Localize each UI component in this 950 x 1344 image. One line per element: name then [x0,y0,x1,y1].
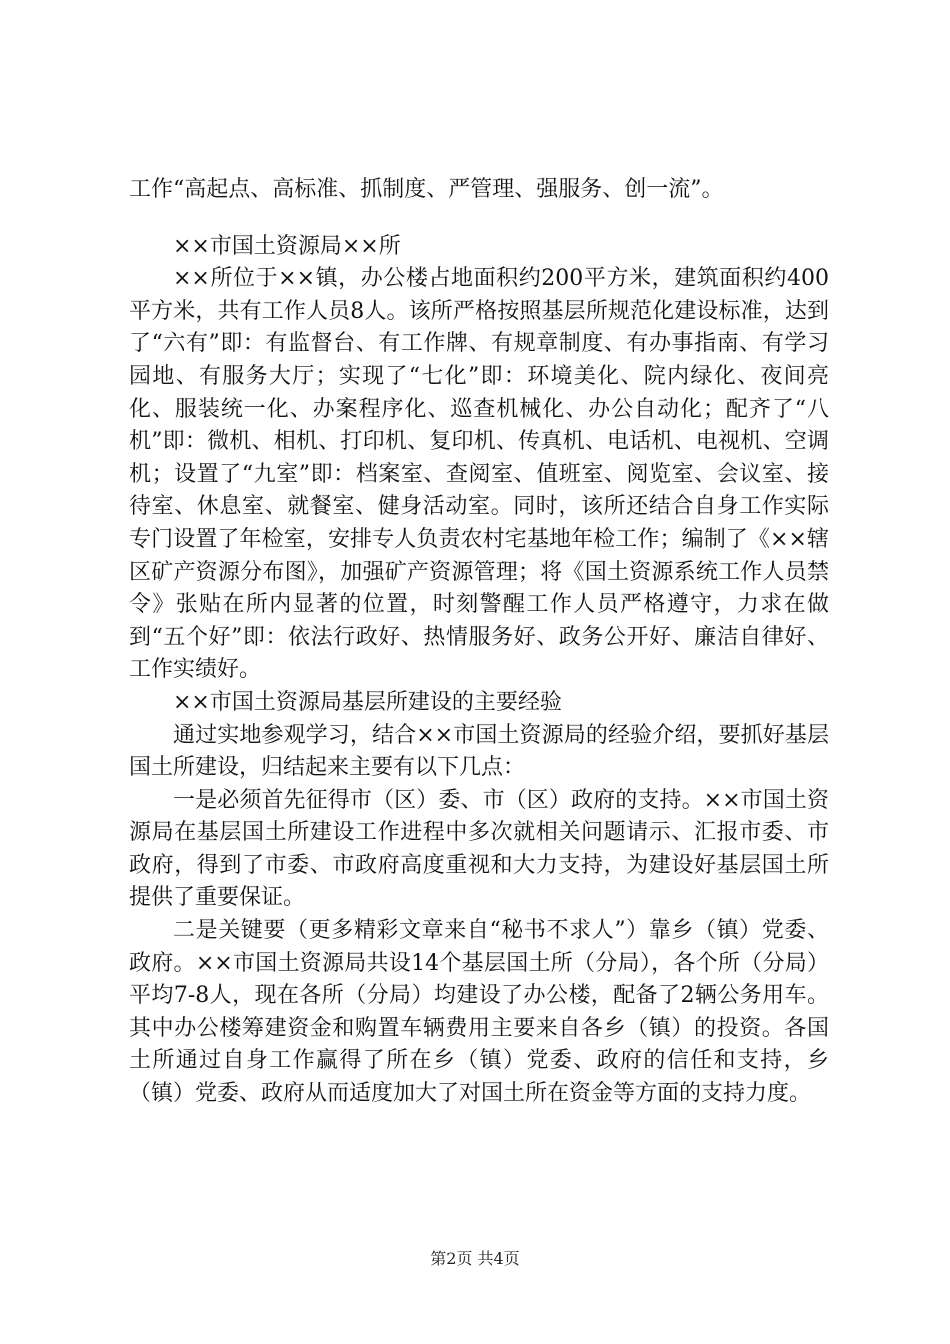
paragraph-continuation: 工作“高起点、高标准、抓制度、严管理、强服务、创一流”。 [129,177,724,202]
page-number-footer: 第2页 共4页 [430,1249,520,1268]
document-body [129,174,829,1111]
paragraph-point-one: 一是必须首先征得市（区）委、市（区）政府的支持。××市国土资源局在基层国土所建设工作进程中多次就相关问题请示、汇报市委、市政府，得到了市委、市政府高度重视和大力支持，为建设好基层国土所提供了重要保证。 [129,787,829,911]
paragraph-point-two: 二是关键要（更多精彩文章来自“秘书不求人”）靠乡（镇）党委、政府。××市国土资源局共设14个基层国土所（分局），各个所（分局）平均7-8人，现在各所（分局）均建设了办公楼，配备了2辆公务用车。其中办公楼筹建资金和购置车辆费用主要来自各乡（镇）的投资。各国土所通过自身工作赢得了所在乡（镇）党委、政府的信任和支持，乡（镇）党委、政府从而适度加大了对国土所在资金等方面的支持力度。 [129,918,829,1107]
paragraph-intro: 通过实地参观学习，结合××市国土资源局的经验介绍，要抓好基层国土所建设，归结起来主要有以下几点： [129,722,829,781]
section-heading-bureau-office: ××市国土资源局××所 [173,233,401,259]
paragraph-office-description: ××所位于××镇，办公楼占地面积约200平方米，建筑面积约400平方米，共有工作人员8人。该所严格按照基层所规范化建设标准，达到了“六有”即：有监督台、有工作牌、有规章制度、有办事指南、有学习园地、有服务大厅；实现了“七化”即：环境美化、院内绿化、夜间亮化、服装统一化、办案程序化、巡查机械化、办公自动化；配齐了“八机”即：微机、相机、打印机、复印机、传真机、电话机、电视机、空调机；设置了“九室”即：档案室、查阅室、值班室、阅览室、会议室、接待室、休息室、就餐室、健身活动室。同时，该所还结合自身工作实际专门设置了年检室，安排专人负责农村宅基地年检工作；编制了《××辖区矿产资源分布图》，加强矿产资源管理；将《国土资源系统工作人员禁令》张贴在所内显著的位置，时刻警醒工作人员严格遵守，力求在做到“五个好”即：依法行政好、热情服务好、政务公开好、廉洁自律好、工作实绩好。 [129,266,829,683]
paragraph-gap [129,207,829,231]
section-heading-main-experience: ××市国土资源局基层所建设的主要经验 [173,689,562,715]
